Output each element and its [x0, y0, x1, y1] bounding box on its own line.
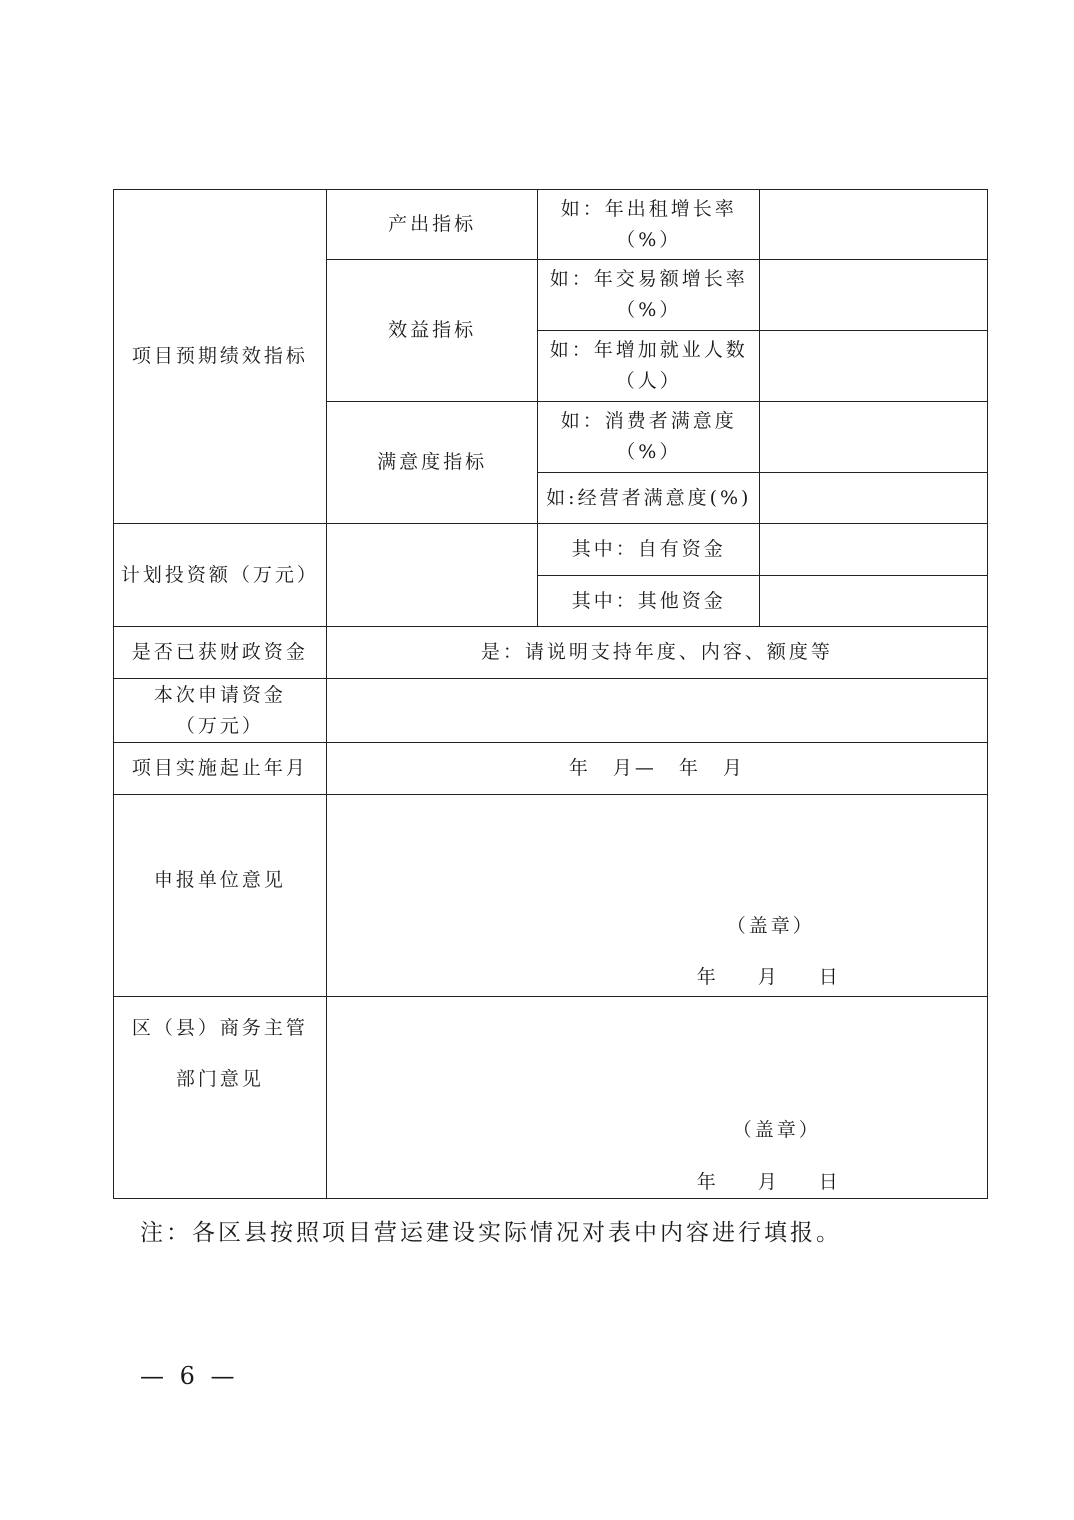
period-label: 项目实施起止年月 [114, 743, 327, 795]
benefit-transaction-growth-value[interactable] [760, 260, 988, 331]
benefit-employment-value[interactable] [760, 331, 988, 402]
dept-stamp: （盖章） [732, 1119, 821, 1141]
merchant-satisfaction-value[interactable] [760, 473, 988, 524]
satisfaction-indicator-label: 满意度指标 [326, 402, 538, 524]
page-number: — 6 — [140, 1362, 235, 1390]
perf-indicator-label: 项目预期绩效指标 [114, 190, 327, 524]
output-rental-growth-value[interactable] [760, 190, 988, 260]
period-value[interactable]: 年 月— 年 月 [326, 743, 987, 795]
apply-amount-value[interactable] [326, 679, 987, 743]
apply-amount-label-line2: （万元） [175, 714, 264, 737]
investment-label: 计划投资额（万元） [114, 524, 327, 627]
dept-date: 年 月 日 [696, 1171, 841, 1193]
own-funds-value[interactable] [760, 524, 988, 576]
fiscal-funds-value[interactable]: 是：请说明支持年度、内容、额度等 [326, 627, 987, 679]
dept-opinion-line1: 区（县）商务主管 [131, 1017, 308, 1039]
application-form-table [113, 189, 988, 1199]
benefit-employment-label: 如：年增加就业人数（人） [538, 331, 760, 402]
output-indicator-label: 产出指标 [326, 190, 538, 260]
applicant-opinion-label [114, 795, 327, 997]
dept-opinion-area[interactable] [326, 997, 987, 1199]
applicant-date: 年 月 日 [696, 966, 841, 988]
consumer-satisfaction-label: 如：消费者满意度（%） [538, 402, 760, 473]
footnote: 注：各区县按照项目营运建设实际情况对表中内容进行填报。 [140, 1220, 842, 1246]
applicant-stamp: （盖章） [726, 915, 815, 937]
merchant-satisfaction-label: 如:经营者满意度(%) [538, 473, 760, 524]
apply-amount-label [114, 679, 327, 743]
investment-total-value[interactable] [326, 524, 538, 627]
fiscal-funds-label: 是否已获财政资金 [114, 627, 327, 679]
own-funds-label: 其中：自有资金 [538, 524, 760, 576]
benefit-transaction-growth-label: 如：年交易额增长率（%） [538, 260, 760, 331]
dept-opinion-label [114, 997, 327, 1199]
output-rental-growth-label: 如：年出租增长率（%） [538, 190, 760, 260]
apply-amount-label-line1: 本次申请资金 [153, 683, 286, 706]
applicant-opinion-area[interactable] [326, 795, 987, 997]
other-funds-label: 其中：其他资金 [538, 576, 760, 627]
applicant-opinion-text: 申报单位意见 [153, 869, 286, 891]
consumer-satisfaction-value[interactable] [760, 402, 988, 473]
other-funds-value[interactable] [760, 576, 988, 627]
dept-opinion-line2: 部门意见 [175, 1068, 264, 1090]
benefit-indicator-label: 效益指标 [326, 260, 538, 402]
